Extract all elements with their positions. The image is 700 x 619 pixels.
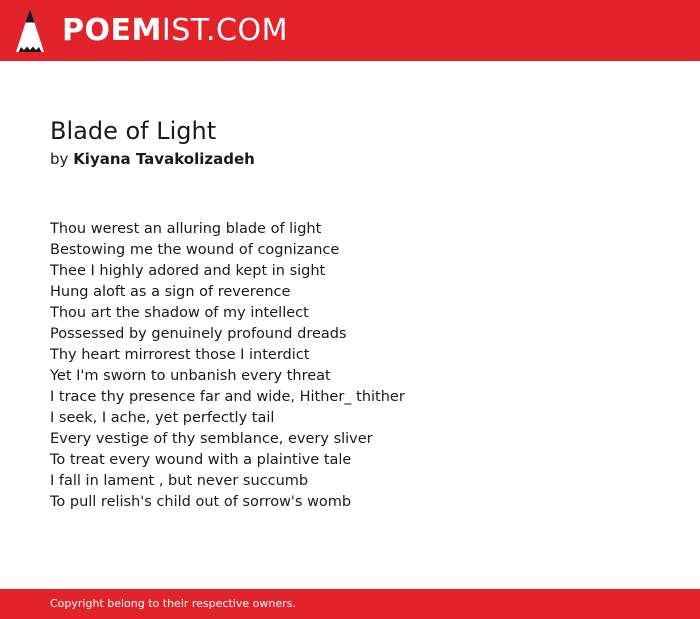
by-label: by: [50, 150, 69, 168]
poem-body: [50, 219, 670, 513]
brand-light: IST.COM: [161, 13, 288, 48]
poem-line: Bestowing me the wound of cognizance: [50, 242, 340, 258]
author-name: Kiyana Tavakolizadeh: [73, 150, 255, 168]
poem-line: To treat every wound with a plaintive tale: [50, 452, 352, 468]
poem-line: Every vestige of thy semblance, every sliver: [50, 431, 373, 447]
poem-line: Yet I'm sworn to unbanish every threat: [50, 368, 331, 384]
poem-line: Possessed by genuinely profound dreads: [50, 326, 347, 342]
poem-title: Blade of Light: [50, 117, 217, 145]
site-header: [0, 0, 700, 61]
poem-line: Thee I highly adored and kept in sight: [50, 263, 326, 279]
site-footer: [0, 589, 700, 619]
poem-line: I seek, I ache, yet perfectly tail: [50, 410, 275, 426]
poem-line: To pull relish's child out of sorrow's womb: [50, 494, 352, 510]
pencil-tip-icon[interactable]: [16, 9, 44, 52]
poem-line: I fall in lament , but never succumb: [50, 473, 309, 489]
poem-line: Thou werest an alluring blade of light: [50, 221, 322, 237]
poem-line: Hung aloft as a sign of reverence: [50, 284, 291, 300]
brand-bold: POEM: [62, 13, 162, 48]
poem-line: Thou art the shadow of my intellect: [50, 305, 309, 321]
poem-line: I trace thy presence far and wide, Hither_ thither: [50, 389, 405, 405]
poem-byline: [50, 149, 255, 169]
site-logo[interactable]: [62, 12, 288, 50]
poem-line: Thy heart mirrorest those I interdict: [50, 347, 310, 363]
copyright-notice: Copyright belong to their respective owners.: [50, 597, 296, 610]
